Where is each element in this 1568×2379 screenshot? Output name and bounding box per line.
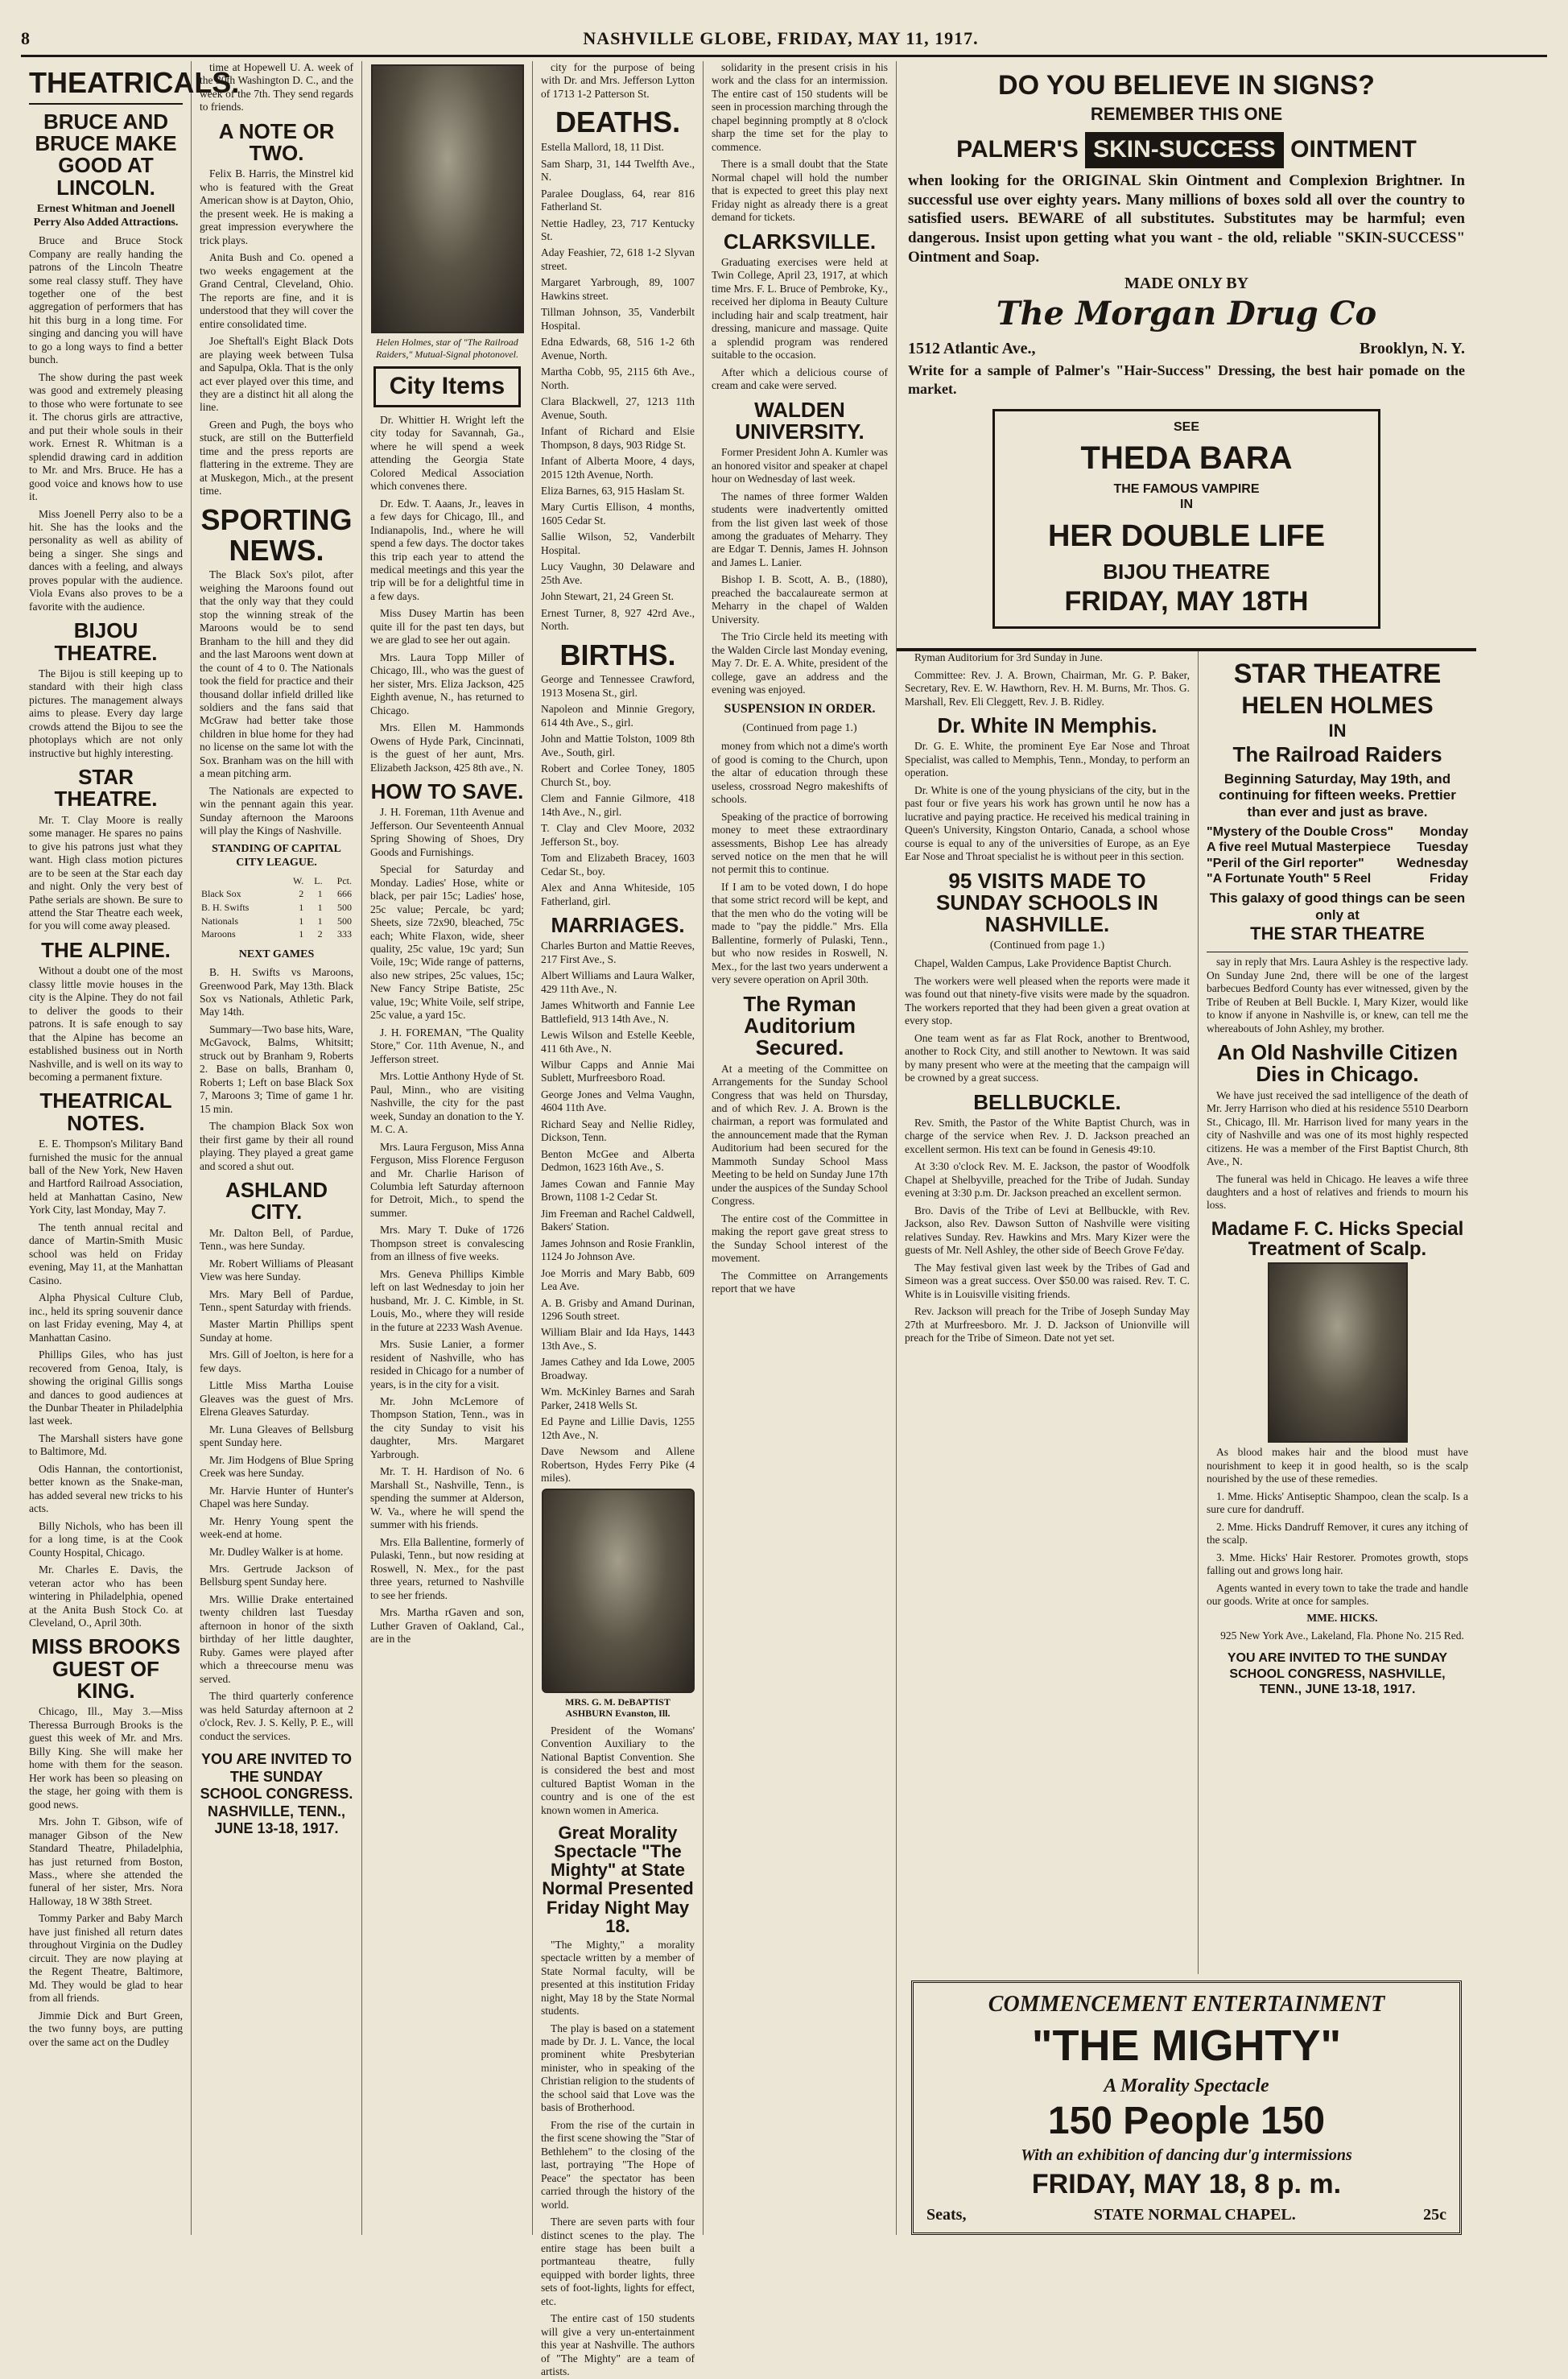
masthead-title: NASHVILLE GLOBE, FRIDAY, MAY 11, 1917. xyxy=(583,28,979,48)
article-paragraph: As blood makes hair and the blood must have nourishment to keep it in good health, so is the scalp nourished by the use of these remedies. xyxy=(1207,1446,1468,1485)
table-cell: B. H. Swifts xyxy=(201,902,250,914)
list-item: Alex and Anna Whiteside, 105 Fatherland, girl. xyxy=(541,882,695,907)
hicks-signature: MME. HICKS. xyxy=(1306,1612,1378,1625)
article-paragraph: Mrs. Laura Ferguson, Miss Anna Ferguson, Miss Florence Ferguson and Mr. Charlie Harison of Columbia left Saturday afternoon for Detroit, Mich., to spend the summer. xyxy=(370,1140,524,1219)
article-paragraph: There are seven parts with four distinct scenes to the play. The entire stage has been built a portmanteau theatre, fully equipped with border lights, three sets of foot-lights, lights for effect, etc. xyxy=(541,2216,695,2307)
article-paragraph: Mrs. Mary Bell of Pardue, Tenn., spent Saturday with friends. xyxy=(200,1287,353,1314)
table-cell: 2 xyxy=(299,888,304,900)
schedule-title: "Peril of the Girl reporter" xyxy=(1207,856,1364,870)
schedule-row xyxy=(1207,871,1468,887)
morality-heading: Great Morality Spectacle "The Mighty" at State Normal Presented Friday Night May 18. xyxy=(542,1823,694,1936)
list-item: Clara Blackwell, 27, 1213 11th Avenue, South. xyxy=(541,395,695,421)
births-list xyxy=(541,673,695,908)
walden-heading: WALDEN UNIVERSITY. xyxy=(735,397,864,444)
article-paragraph: President of the Womans' Convention Auxiliary to the National Baptist Convention. She is considered the best and most cultured Baptist Woman in the country and is one of the est known women in America. xyxy=(541,1724,695,1816)
star-galaxy: This galaxy of good things can be seen only at xyxy=(1209,890,1466,923)
table-cell: 1 xyxy=(317,888,323,900)
article-paragraph: time at Hopewell U. A. week of the 30th Washington D. C., and the week of the 7th. They send regards to friends. xyxy=(200,61,353,114)
how-to-save-heading: HOW TO SAVE. xyxy=(370,779,524,804)
masthead xyxy=(21,23,1547,57)
article-paragraph: Mrs. Ellen M. Hammonds Owens of Hyde Park, Cincinnati, is the guest of her aunt, Mrs. Elizabeth Jackson, 425 8th ave., N. xyxy=(370,721,524,774)
article-paragraph: Agents wanted in every town to take the trade and handle our goods. Write at once for samples. xyxy=(1207,1581,1468,1607)
theda-see: SEE xyxy=(1173,420,1199,435)
list-item: Wilbur Capps and Annie Mai Sublett, Murfreesboro Road. xyxy=(541,1059,695,1084)
article-paragraph: E. E. Thompson's Military Band furnished the music for the annual ball of the New York, New Haven and Hartford Railroad Association, held at Manhattan Casino, New York City, last Monday, May 7. xyxy=(29,1138,183,1216)
article-paragraph: "The Mighty," a morality spectacle written by a member of State Normal faculty, will be presented at this institution Friday night, May 18 by the State Normal students. xyxy=(541,1938,695,2018)
article-paragraph: Rev. Jackson will preach for the Tribe of Joseph Sunday May 27th at Murfreesboro. Mr. J. D. Jackson of Unionville will preach for the Tribe of Simeon. Date not yet set. xyxy=(905,1305,1190,1344)
star-theatre-name: THE STAR THEATRE xyxy=(1250,923,1425,944)
list-item: Aday Feashier, 72, 618 1-2 Slyvan street. xyxy=(541,246,695,272)
article-paragraph: money from which not a dime's worth of good is coming to the Church, upon the altar of education through these useless, crossroad Negro makeshifts of schools. xyxy=(712,740,888,806)
table-cell: 1 xyxy=(317,915,323,927)
madame-hicks-photo xyxy=(1268,1262,1408,1443)
address-left: 1512 Atlantic Ave., xyxy=(908,339,1036,357)
write-for: Write for a sample of Palmer's "Hair-Success" Dressing, the best hair pomade on the market. xyxy=(908,362,1465,397)
schedule-day: Wednesday xyxy=(1397,856,1468,870)
list-item: Ernest Turner, 8, 927 42rd Ave., North. xyxy=(541,606,695,633)
article-paragraph: Rev. Smith, the Pastor of the White Baptist Church, was in charge of the service when Rev. J. D. Jackson preached an excellent sermon. His text can be found in Genesis 49:10. xyxy=(905,1116,1190,1155)
column-5 xyxy=(704,61,897,2235)
table-cell: 666 xyxy=(337,888,352,900)
star-film: The Railroad Raiders xyxy=(1232,742,1442,766)
article-paragraph: The Bijou is still keeping up to standard with their high class pictures. The management always aims to please. Every day large crowds attend the Bijou to see the photoplays which are not only instructive but highly interesting. xyxy=(29,667,183,759)
article-paragraph: Mr. Charles E. Davis, the veteran actor who has been wintering in Philadelphia, opened at the Anita Bush Stock Co. at Cleveland, O., April 30th. xyxy=(29,1563,183,1629)
article-paragraph: Dr. White is one of the young physicians of the city, but in the past four or five years his work has grown until he now has a lucrative and paying practice. He received his medical training in Queen's University, Kingston Ontario, Canada, a school whose course is equal to any of the universities of Europe, as an Eye Ear Nose and Throat specialist he is without peer in this section. xyxy=(905,783,1190,863)
table-row xyxy=(200,901,353,915)
article-paragraph: Dr. Whittier H. Wright left the city today for Savannah, Ga., where he will spend a week attending the Georgia State Colored Medical Association which convenes there. xyxy=(370,413,524,493)
table-header-cell: W. xyxy=(293,874,304,886)
article-paragraph: Mrs. Susie Lanier, a former resident of Nashville, who has resided in Chicago for a number of years, is in the city for a visit. xyxy=(370,1338,524,1390)
article-paragraph: 2. Mme. Hicks Dandruff Remover, it cures any itching of the scalp. xyxy=(1207,1520,1468,1547)
schedule-day: Monday xyxy=(1419,824,1468,839)
column-4 xyxy=(533,61,704,2378)
article-paragraph: Mrs. Willie Drake entertained twenty children last Tuesday afternoon in honor of the sixth birthday of her little daughter, Ruby. Games were played after which a threecourse menu was served. xyxy=(200,1592,353,1685)
city-items-heading: City Items xyxy=(373,366,521,407)
article-paragraph: The Trio Circle held its meeting with the Walden Circle last Monday evening, May 7. Dr. E. A. White, president of the college, gave an address and the evening was enjoyed. xyxy=(712,630,888,696)
dr-white-heading: Dr. White IN Memphis. xyxy=(937,712,1157,737)
commencement-venue: STATE NORMAL CHAPEL. xyxy=(1093,2205,1296,2224)
article-paragraph: 1. Mme. Hicks' Antiseptic Shampoo, clean the scalp. Is a sure cure for dandruff. xyxy=(1207,1489,1468,1516)
article-paragraph: The entire cast of 150 students will give a very un-entertainment this year at Nashville. The authors of "The Mighty" are a team of artists. xyxy=(541,2312,695,2378)
list-item: Lucy Vaughn, 30 Delaware and 25th Ave. xyxy=(541,560,695,586)
article-paragraph: Mrs. Martha rGaven and son, Luther Graven of Oakland, Cal., are in the xyxy=(370,1606,524,1645)
article-paragraph: The names of three former Walden students were inadvertently omitted from the list given last week of those among the graduates of Meharry. They are Edgar T. Dennis, James H. Johnson and James L. Lanier. xyxy=(712,489,888,568)
bruce-subheading: Ernest Whitman and Joenell Perry Also Added Attractions. xyxy=(33,202,179,229)
next-games-heading: NEXT GAMES xyxy=(238,948,315,960)
list-item: George and Tennessee Crawford, 1913 Mosena St., girl. xyxy=(541,673,695,699)
column-6a xyxy=(897,651,1199,1974)
brooks-heading: MISS BROOKS GUEST OF KING. xyxy=(31,1634,180,1704)
table-cell: 500 xyxy=(337,915,352,927)
skin-success-badge: SKIN-SUCCESS xyxy=(1085,132,1284,168)
table-cell: Black Sox xyxy=(201,888,241,900)
article-paragraph: The Black Sox's pilot, after weighing the Maroons found out that the only way that they could stop the winning streak of the Maroons would be to send Branham to the hill and they did and the last Maroons went down at the count of 4 to 0. The Nationals took the field for practice and their thousand dollar infield drilled like soldiers and the fans said that McGraw had better take those children in blue home for they had no license on the same lot with the Sox. Branham was on the hill with a mean pitching arm. xyxy=(200,568,353,780)
list-item: A. B. Grisby and Amand Durinan, 1296 South street. xyxy=(541,1296,695,1322)
article-paragraph: The show during the past week was good and extremely pleasing to those who were fortunate to see it. The chorus girls are attractive, and put their whole souls in their work. Ernest R. Whitman is a splendid drawing card in addition to Mr. and Mrs. Bruce. He has a good voice and knows how to use it. xyxy=(29,370,183,503)
list-item: Estella Mallord, 18, 11 Dist. xyxy=(541,141,664,154)
marriages-list xyxy=(541,940,695,1485)
article-paragraph: The workers were well pleased when the reports were made it was found out that ninety-five visits were made by the squadron. The workers reported that they had been given a great ovation at every stop. xyxy=(905,974,1190,1027)
table-header-cell: Pct. xyxy=(336,874,352,886)
bellbuckle-heading: BELLBUCKLE. xyxy=(973,1089,1121,1114)
table-header-cell: L. xyxy=(314,874,323,886)
table-header-row xyxy=(200,874,353,888)
sporting-heading: SPORTING NEWS. xyxy=(200,502,353,567)
commencement-heading: COMMENCEMENT ENTERTAINMENT xyxy=(988,1991,1385,2017)
signs-title: DO YOU BELIEVE IN SIGNS? xyxy=(998,70,1375,101)
list-item: Wm. McKinley Barnes and Sarah Parker, 2418 Wells St. xyxy=(541,1386,695,1411)
table-cell: Nationals xyxy=(201,915,238,927)
article-paragraph: The May festival given last week by the Tribes of Gad and Simeon was a great success. Over $50.00 was raised. Rev. T. C. White is in Louisville visiting friends. xyxy=(905,1261,1190,1300)
list-item: Clem and Fannie Gilmore, 418 14th Ave., N., girl. xyxy=(541,792,695,818)
column-2 xyxy=(192,61,362,2235)
article-paragraph: Bruce and Bruce Stock Company are really handing the patrons of the Lincoln Theatre some real classy stuff. They have together one of the best aggregation of performers that has hit this burg in a long time. For singing and dancing you will have to go a long ways to find a better bunch. xyxy=(29,234,183,366)
palmer-pre: PALMER'S xyxy=(956,136,1079,163)
list-item: George Jones and Velma Vaughn, 4604 11th Ave. xyxy=(541,1088,695,1114)
deaths-heading: DEATHS. xyxy=(555,105,681,139)
article-paragraph: Chicago, Ill., May 3.—Miss Theressa Burrough Brooks is the guest this week of Mr. and Mrs. Billy King. She will make her home with them for the season. Her work has been so pleasing on the stage, her going with them is good news. xyxy=(29,1705,183,1811)
signs-remember: REMEMBER THIS ONE xyxy=(1090,104,1283,125)
article-paragraph: Special for Saturday and Monday. Ladies' Hose, white or black, per pair 15c; Ladies' hose, 25c value; Percale, bc yard; Sheets, size 72x90, bleached, 75c each; White Flaxon, wide, sheer quality, 25c value, 19c yard; Sun Voile, 19c; Wide range of patterns, also new stripes, 25c values, 15c; New Fancy Stripe Batiste, 25c value, 19c; White Voile, self stripe, 25c value, a yard 15c. xyxy=(370,863,524,1022)
commencement-subtitle: A Morality Spectacle xyxy=(1104,2075,1269,2096)
article-paragraph: The play is based on a statement made by Dr. J. L. Vance, the local prominent white Presbyterian minister, who in speaking of the Christian religion to the students of the school said that Love was the basis of Brotherhood. xyxy=(541,2022,695,2114)
article-paragraph: The Nationals are expected to win the pennant again this year. Sunday afternoon the Maroons will play the Kings of Nashville. xyxy=(200,784,353,837)
morgan-address xyxy=(908,339,1465,358)
standings-table xyxy=(200,874,353,941)
schedule-row xyxy=(1207,856,1468,872)
columns xyxy=(21,61,1547,2378)
schedule-row xyxy=(1207,840,1468,856)
theatricals-heading: THEATRICALS. xyxy=(29,66,240,99)
list-item: Joe Morris and Mary Babb, 609 Lea Ave. xyxy=(541,1266,695,1293)
article-paragraph: Mrs. John T. Gibson, wife of manager Gibson of the New Standard Theatre, Philadelphia, has just returned from Boston, Mass., where she attended the funeral of her sister, Mrs. Nora Halloway, 18 W 38th Street. xyxy=(29,1815,183,1907)
commencement-ad xyxy=(911,1980,1462,2235)
visits-continued: (Continued from page 1.) xyxy=(989,940,1105,952)
star-theatre-ad xyxy=(1207,658,1468,945)
article-paragraph: Chapel, Walden Campus, Lake Providence Baptist Church. xyxy=(914,957,1172,970)
list-item: T. Clay and Clev Moore, 2032 Jefferson St., boy. xyxy=(541,822,695,848)
table-header-cell xyxy=(200,874,283,888)
list-item: John Stewart, 21, 24 Green St. xyxy=(541,590,674,603)
article-paragraph: Speaking of the practice of borrowing money to meet these extraordinary assessments, Bishop Lee has already served notice on the men that he will not permit this to continue. xyxy=(712,810,888,876)
article-paragraph: Miss Joenell Perry also to be a hit. She has the looks and the personality as well as ability of being a singer. She sings and dances with a feeling, and always proves popular with the audience. Viola Evans also proves to be a favorite with the audience. xyxy=(29,507,183,613)
list-item: Lewis Wilson and Estelle Keeble, 411 6th Ave., N. xyxy=(541,1029,695,1055)
column-3 xyxy=(362,61,533,2235)
list-item: Sallie Wilson, 52, Vanderbilt Hospital. xyxy=(541,531,695,556)
clarksville-heading: CLARKSVILLE. xyxy=(723,229,877,254)
hicks-heading: Madame F. C. Hicks Special Treatment of Scalp. xyxy=(1211,1217,1464,1261)
article-paragraph: Mrs. Ella Ballentine, formerly of Pulaski, Tenn., but now residing at Roswell, N. Mex., for the past three years, returned to Nashville to see her friends. xyxy=(370,1535,524,1601)
bruce-heading: BRUCE AND BRUCE MAKE GOOD AT LINCOLN. xyxy=(35,109,177,200)
list-item: Tom and Elizabeth Bracey, 1603 Cedar St., boy. xyxy=(541,852,695,878)
list-item: James Cathey and Ida Lowe, 2005 Broadway. xyxy=(541,1356,695,1382)
article-paragraph: Summary—Two base hits, Ware, McGavock, Balms, Whitsitt; struck out by Branham 9, Roberts 2. Base on balls, Branham 0, Roberts 1; Left on base Black Sox 7, Maroons 3; Time of game 1 hr. 15 min. xyxy=(200,1022,353,1115)
list-item: Richard Seay and Nellie Ridley, Dickson, Tenn. xyxy=(541,1117,695,1144)
schedule-row xyxy=(1207,824,1468,840)
commencement-price: 25c xyxy=(1423,2205,1446,2224)
table-cell: 2 xyxy=(317,928,323,940)
article-paragraph: Odis Hannan, the contortionist, better known as the Snake-man, has added several new tricks to his acts. xyxy=(29,1462,183,1515)
article-paragraph: Bishop I. B. Scott, A. B., (1880), preached the baccalaureate sermon at Meharry in the chapel of Walden University. xyxy=(712,573,888,626)
star-in: IN xyxy=(1328,721,1347,741)
article-paragraph: Green and Pugh, the boys who stuck, are still on the Butterfield time and the press reports are flattering in the extreme. They are at Muskegon, Mich., at the present time. xyxy=(200,418,353,498)
table-cell: 1 xyxy=(299,915,304,927)
list-item: Infant of Richard and Elsie Thompson, 8 days, 903 Ridge St. xyxy=(541,425,695,451)
article-paragraph: The third quarterly conference was held Saturday afternoon at 2 o'clock, Rev. J. S. Kelly, P. E., will conduct the services. xyxy=(200,1690,353,1742)
article-paragraph: Mr. T. H. Hardison of No. 6 Marshall St., Nashville, Tenn., is spending the summer at Alderson, W. Va., where he will spend the summer with his friends. xyxy=(370,1465,524,1531)
list-item: Sam Sharp, 31, 144 Twelfth Ave., N. xyxy=(541,157,695,184)
list-item: Edna Edwards, 68, 516 1-2 6th Avenue, North. xyxy=(541,336,695,361)
article-paragraph: 3. Mme. Hicks' Hair Restorer. Promotes growth, stops falling out and grows long hair. xyxy=(1207,1551,1468,1577)
table-row xyxy=(200,915,353,928)
visits-heading: 95 VISITS MADE TO SUNDAY SCHOOLS IN NASHVILLE. xyxy=(936,868,1158,937)
article-paragraph: Felix B. Harris, the Minstrel kid who is featured with the Great American show is at Dayton, Ohio, the present week. He is making a great impression everywhere the trick plays. xyxy=(200,167,353,246)
hicks-address: 925 New York Ave., Lakeland, Fla. Phone No. 215 Red. xyxy=(1220,1629,1464,1642)
photo-caption: MRS. G. M. DeBAPTIST ASHBURN Evanston, Ill. xyxy=(565,1695,671,1720)
list-item: Martha Cobb, 95, 2115 6th Ave., North. xyxy=(541,366,695,391)
article-paragraph: Billy Nichols, who has been ill for a long time, is at the Cook County Hospital, Chicago. xyxy=(29,1519,183,1559)
star-desc: Beginning Saturday, May 19th, and continuing for fifteen weeks. Prettier than ever and just as brave. xyxy=(1219,770,1456,820)
article-paragraph: If I am to be voted down, I do hope that some strict record will be kept, and that the men who do the voting will be made to "pay the piddle." Mrs. Ella Ballentine, formerly of Pulaski, Tenn., but who now resides in Roswell, N. Mex., for the last two years underwent a very severe operation on April 30th. xyxy=(712,880,888,986)
article-paragraph: Former President John A. Kumler was an honored visitor and speaker at chapel hour on Wednesday of last week. xyxy=(712,446,888,485)
article-paragraph: At a meeting of the Committee on Arrangements for the Sunday School Congress that was held on Thursday, and of which Rev. J. A. Brown is the chairman, a report was formulated and the announcement made that the Ryman Auditorium had been secured for the Mammoth Sunday School Mass Meeting to be held on Sunday June 17th under the auspices of the Sunday School Congress. xyxy=(712,1062,888,1208)
star-title: STAR THEATRE xyxy=(1233,659,1442,690)
schedule-day: Tuesday xyxy=(1417,840,1468,855)
article-paragraph: At 3:30 o'clock Rev. M. E. Jackson, the pastor of Woodfolk Chapel at Shelbyville, preached for the Tribe of Judah. Sunday evening at 3:30 p.m. Dr. Jackson preached an excellent sermon. xyxy=(905,1160,1190,1200)
column-6 xyxy=(897,61,1476,2235)
photo-caption: Helen Holmes, star of "The Railroad Raiders," Mutual-Signal photonovel. xyxy=(375,337,519,360)
helen-holmes-photo xyxy=(371,64,524,333)
article-paragraph: There is a small doubt that the State Normal chapel will hold the number that is expected to greet this play next Friday night as already there is a great demand for tickets. xyxy=(712,158,888,224)
article-paragraph: Bro. Davis of the Tribe of Levi at Bellbuckle, with Rev. Jackson, also Rev. Dawson Sutton of Nashville were visiting relatives Sunday. Rev. Hawkins and Mrs. Mary Kizer were the guests of Mr. Nell Ashley, the other side of Beech Grove Fe'day. xyxy=(905,1204,1190,1257)
article-paragraph: Mrs. Mary T. Duke of 1726 Thompson street is convalescing from an illness of five weeks. xyxy=(370,1224,524,1263)
table-cell: 1 xyxy=(317,902,323,914)
list-item: Robert and Corlee Toney, 1805 Church St., boy. xyxy=(541,762,695,788)
bijou-heading: BIJOU THEATRE. xyxy=(54,618,158,665)
ryman-heading: The Ryman Auditorium Secured. xyxy=(743,991,856,1060)
commencement-title: "THE MIGHTY" xyxy=(1031,2022,1342,2071)
article-paragraph: Graduating exercises were held at Twin College, April 23, 1917, at which time Mrs. F. L. Bruce of Pembroke, Ky., received her diploma in Beauty Culture including hair and scalp treatment, hair dressing, manicure and massage. Quite a splendid program was rendered suitable to the occasion. xyxy=(712,255,888,361)
table-row xyxy=(200,887,353,901)
article-paragraph: Mrs. Gill of Joelton, is here for a few days. xyxy=(200,1349,353,1374)
deaths-list xyxy=(541,141,695,633)
commencement-footer xyxy=(918,2205,1455,2224)
article-paragraph: Without a doubt one of the most classy little movie houses in the city is the Alpine. They do not fail to deliver the goods to their patrons. It is safe enough to say that the Alpine has become an established business out in North Nashville, and is well on its way to becoming a permanent fixture. xyxy=(29,964,183,1083)
list-item: Benton McGee and Alberta Dedmon, 1623 16th Ave., S. xyxy=(541,1147,695,1174)
congress-invite: YOU ARE INVITED TO THE SUNDAY SCHOOL CONGRESS, NASHVILLE, TENN., JUNE 13-18, 1917. xyxy=(1227,1651,1448,1696)
article-paragraph: The champion Black Sox won their first game by their all round playing. They played a great game and scored a shut out. xyxy=(200,1120,353,1172)
article-paragraph: The Committee on Arrangements report that we have xyxy=(712,1269,888,1295)
article-paragraph: One team went as far as Flat Rock, another to Brentwood, another to Rock City, and still another to Newtown. It was said by many present who were at the meeting that the campaign will be crowned by a great success. xyxy=(905,1031,1190,1084)
congress-invite: YOU ARE INVITED TO THE SUNDAY SCHOOL CONGRESS. NASHVILLE, TENN., JUNE 13-18, 1917. xyxy=(200,1751,353,1837)
theda-name: THEDA BARA xyxy=(1080,440,1293,476)
article-paragraph: city for the purpose of being with Dr. and Mrs. Jefferson Lytton of 1713 1-2 Patterson St. xyxy=(541,61,695,100)
theda-in: IN xyxy=(1180,498,1193,512)
list-item: Tillman Johnson, 35, Vanderbilt Hospital. xyxy=(541,306,695,332)
standings-heading: STANDING OF CAPITAL CITY LEAGUE. xyxy=(212,842,341,869)
article-paragraph: solidarity in the present crisis in his work and the class for an intermission. The entire cast of 150 students will be seen in procession marching through the chapel beginning promptly at 8 o'clock sharp the time set for the play to commence. xyxy=(712,61,888,153)
commencement-date: FRIDAY, MAY 18, 8 p. m. xyxy=(1031,2169,1342,2200)
article-paragraph: Little Miss Martha Louise Gleaves was the guest of Mrs. Elrena Gleaves Saturday. xyxy=(200,1379,353,1419)
suspension-continued: (Continued from page 1.) xyxy=(742,722,857,735)
article-paragraph: Jimmie Dick and Burt Green, the two funny boys, are putting over the same act on the Dudley xyxy=(29,2009,183,2048)
table-cell: 500 xyxy=(337,902,352,914)
column-6-split xyxy=(897,650,1476,1974)
palmer-product xyxy=(908,132,1465,168)
article-paragraph: Miss Dusey Martin has been quite ill for the past ten days, but we are glad to see her out again. xyxy=(370,607,524,646)
article-paragraph: Mr. Luna Gleaves of Bellsburg spent Sunday here. xyxy=(200,1423,353,1449)
article-paragraph: J. H. Foreman, 11th Avenue and Jefferson. Our Seventeenth Annual Spring Showing of Shoes, Dry Goods and Furnishings. xyxy=(370,806,524,858)
article-paragraph: Mrs. Lottie Anthony Hyde of St. Paul, Minn., who are visiting Nashville, the city for the past week, Sunday an donation to the Y. M. C. A. xyxy=(370,1070,524,1136)
article-paragraph: B. H. Swifts vs Maroons, Greenwood Park, May 13th. Black Sox vs Nationals, Athletic Park, May 14th. xyxy=(200,966,353,1018)
article-paragraph: Mr. Robert Williams of Pleasant View was here Sunday. xyxy=(200,1257,353,1283)
article-paragraph: say in reply that Mrs. Laura Ashley is the respective lady. On Sunday June 2nd, there will be one of the largest barbecues Bedford County has ever witnessed, given by the Tribe of Reuben at Bell Buckle. I, Mary Kizer, would like to know if anyone in Nashville is, or knew, can tell me the whereabouts of John Ashley, my brother. xyxy=(1207,956,1468,1035)
list-item: Margaret Yarbrough, 89, 1007 Hawkins street. xyxy=(541,276,695,302)
article-paragraph: From the rise of the curtain in the first scene showing the "Star of Bethlehem" to the closing of the last, portraying "The Hope of Peace" the spectator has been carried through the history of the world. xyxy=(541,2118,695,2211)
article-paragraph: Mrs. Geneva Phillips Kimble left on last Wednesday to join her husband, Mr. J. C. Kimble, in St. Louis, Mo., where they will reside in the future at 2233 Wash Avenue. xyxy=(370,1267,524,1333)
list-item: Napoleon and Minnie Gregory, 614 4th Ave., S., girl. xyxy=(541,703,695,729)
theda-bara-ad xyxy=(992,409,1380,629)
article-paragraph: Mr. Dudley Walker is at home. xyxy=(209,1545,344,1558)
theda-film: HER DOUBLE LIFE xyxy=(1047,518,1326,553)
list-item: John and Mattie Tolston, 1009 8th Ave., South, girl. xyxy=(541,733,695,758)
article-paragraph: Phillips Giles, who has just recovered from Genoa, Italy, is showing the original Gillis songs and dances to good audiences at the Dunbar Theater in Philadelphia last week. xyxy=(29,1349,183,1427)
palmer-ad xyxy=(897,61,1476,650)
article-paragraph: The funeral was held in Chicago. He leaves a wife three daughters and a host of relatives and friends to mourn his loss. xyxy=(1207,1172,1468,1212)
table-cell: 1 xyxy=(299,902,304,914)
marriages-heading: MARRIAGES. xyxy=(551,912,685,937)
theda-role: THE FAMOUS VAMPIRE xyxy=(1113,481,1260,496)
schedule-title: A five reel Mutual Masterpiece xyxy=(1207,840,1391,855)
list-item: Albert Williams and Laura Walker, 429 11th Ave., N. xyxy=(541,969,695,995)
list-item: Charles Burton and Mattie Reeves, 217 First Ave., S. xyxy=(541,940,695,965)
column-6b xyxy=(1199,651,1476,1974)
article-paragraph: Mr. John McLemore of Thompson Station, Tenn., was in the city Sunday to visit his daughter, Mrs. Margaret Yarbrough. xyxy=(370,1395,524,1460)
table-cell: 1 xyxy=(299,928,304,940)
note-heading: A NOTE OR TWO. xyxy=(218,118,335,166)
commencement-exhibition: With an exhibition of dancing dur'g intermissions xyxy=(1021,2146,1352,2164)
article-paragraph: Committee: Rev. J. A. Brown, Chairman, Mr. G. P. Baker, Secretary, Rev. E. W. Hawthorn, Rev. H. M. Burns, Mr. Thos. G. Marshall, Rev. Eli Cleggett, Rev. J. B. Ridley. xyxy=(905,668,1190,708)
table-cell: Maroons xyxy=(201,928,236,940)
list-item: James Cowan and Fannie May Brown, 1108 1-2 Cedar St. xyxy=(541,1177,695,1204)
list-item: Ed Payne and Lillie Davis, 1255 12th Ave., N. xyxy=(541,1415,695,1441)
births-heading: BIRTHS. xyxy=(559,638,676,671)
list-item: Eliza Barnes, 63, 915 Haslam St. xyxy=(541,484,685,497)
article-paragraph: Mr. Harvie Hunter of Hunter's Chapel was here Sunday. xyxy=(200,1484,353,1510)
article-paragraph: J. H. FOREMAN, "The Quality Store," Cor. 11th Avenue, N., and Jefferson street. xyxy=(370,1026,524,1065)
article-paragraph: Dr. G. E. White, the prominent Eye Ear Nose and Throat Specialist, was called to Memphis, Tenn., Monday, to perform an operation. xyxy=(905,740,1190,779)
list-item: Jim Freeman and Rachel Caldwell, Bakers' Station. xyxy=(541,1207,695,1233)
list-item: Dave Newsom and Allene Robertson, Hydes Ferry Pike (4 miles). xyxy=(541,1445,695,1485)
article-paragraph: Master Martin Phillips spent Sunday at home. xyxy=(200,1318,353,1344)
divider xyxy=(29,103,183,105)
morgan-drug-logo: The Morgan Drug Co xyxy=(996,295,1377,333)
list-item: Infant of Alberta Moore, 4 days, 2015 12th Avenue, North. xyxy=(541,455,695,481)
page-number: 8 xyxy=(21,28,31,48)
article-paragraph: Anita Bush and Co. opened a two weeks engagement at the Grand Central, Cleveland, Ohio. The reports are fine, and it is understood that they will cover the entire consolidated time. xyxy=(200,251,353,330)
article-paragraph: Mrs. Laura Topp Miller of Chicago, Ill., who was the guest of her sister, Mrs. Eliza Jackson, 425 Eighth avenue, N., has returned to Chicago. xyxy=(370,651,524,717)
palmer-body: when looking for the ORIGINAL Skin Ointment and Complexion Brightner. In successful use over eighty years. Many millions of boxes sold all over the country to satisfied users. BEWARE of all substitutes. Substitutes may be harmful; even dangerous. Insist upon getting what you want - the old, reliable "SKIN-SUCCESS" Ointment and Soap. xyxy=(908,171,1465,266)
ashland-heading: ASHLAND CITY. xyxy=(225,1178,328,1225)
article-paragraph: After which a delicious course of cream and cake were served. xyxy=(712,366,888,392)
theda-venue: BIJOU THEATRE xyxy=(1103,559,1270,584)
list-item: Mary Curtis Ellison, 4 months, 1605 Cedar St. xyxy=(541,501,695,527)
article-paragraph: Joe Sheftall's Eight Black Dots are playing week between Tulsa and Sapulpa, Okla. That is the only act ever played over this time, and they are a distinct hit all along the line. xyxy=(200,335,353,414)
made-only-by: MADE ONLY BY xyxy=(1124,274,1249,292)
star-heading: STAR THEATRE. xyxy=(54,765,158,812)
article-paragraph: Mr. Henry Young spent the week-end at home. xyxy=(200,1514,353,1541)
article-paragraph: Dr. Edw. T. Aaans, Jr., leaves in a few days for Chicago, Ill., and Indianapolis, Ind., where he will spend a few days. The doctor takes this trip each year to attend the medical meetings and this year the trip will be for a delightful time in a few days. xyxy=(370,497,524,602)
schedule-title: "Mystery of the Double Cross" xyxy=(1207,824,1394,839)
suspension-heading: SUSPENSION IN ORDER. xyxy=(724,701,876,716)
alpine-heading: THE ALPINE. xyxy=(41,937,171,962)
ashburn-photo xyxy=(542,1489,695,1693)
article-paragraph: The entire cost of the Committee in making the report gave great stress to the Sunday School interest of the movement. xyxy=(712,1212,888,1265)
article-paragraph: We have just received the sad intelligence of the death of Mr. Jerry Harrison who died at his residence 5510 Dearborn St., Chicago, Ill. Mr. Harrison lived for many years in the city of Nashville and was one of its most highly respected citizens. He was a member of the First Baptist Church, 8th Ave., N. xyxy=(1207,1088,1468,1168)
schedule-day: Friday xyxy=(1429,872,1468,886)
list-item: Nettie Hadley, 23, 717 Kentucky St. xyxy=(541,217,695,243)
article-paragraph: Alpha Physical Culture Club, inc., held its spring souvenir dance on last Friday evening, May 4, at Manhattan Casino. xyxy=(29,1291,183,1344)
list-item: Paralee Douglass, 64, rear 816 Fatherland St. xyxy=(541,187,695,213)
article-paragraph: The Marshall sisters have gone to Baltimore, Md. xyxy=(29,1431,183,1458)
article-paragraph: Ryman Auditorium for 3rd Sunday in June. xyxy=(914,651,1103,664)
article-paragraph: The tenth annual recital and dance of Martin-Smith Music school was held on Friday evening, May 11, at the Manhattan Casino. xyxy=(29,1220,183,1287)
citizen-heading: An Old Nashville Citizen Dies in Chicago. xyxy=(1216,1040,1459,1087)
article-paragraph: Tommy Parker and Baby March have just finished all return dates throughout Virginia on the Dudley circuit. They are now playing at the Regent Theatre, Baltimore, Md. They would be glad to hear from all friends. xyxy=(29,1912,183,2005)
commencement-seats: Seats, xyxy=(926,2205,967,2224)
list-item: James Johnson and Rosie Franklin, 1124 Jo Johnson Ave. xyxy=(541,1237,695,1263)
list-item: James Whitworth and Fannie Lee Battlefield, 913 14th Ave., N. xyxy=(541,999,695,1025)
theatrical-notes-heading: THEATRICAL NOTES. xyxy=(39,1088,172,1135)
schedule-title: "A Fortunate Youth" 5 Reel xyxy=(1207,872,1372,886)
commencement-people: 150 People 150 xyxy=(1047,2100,1326,2143)
table-cell: 333 xyxy=(337,928,352,940)
palmer-post: OINTMENT xyxy=(1290,136,1417,163)
theda-date: FRIDAY, MAY 18TH xyxy=(1064,585,1309,617)
table-row xyxy=(200,927,353,941)
list-item: William Blair and Ida Hays, 1443 13th Ave., S. xyxy=(541,1326,695,1352)
article-paragraph: Mr. Dalton Bell, of Pardue, Tenn., was here Sunday. xyxy=(200,1226,353,1253)
article-paragraph: Mrs. Gertrude Jackson of Bellsburg spent Sunday here. xyxy=(200,1562,353,1588)
star-name: HELEN HOLMES xyxy=(1241,692,1434,719)
article-paragraph: Mr. T. Clay Moore is really some manager. He spares no pains to give his patrons just what they want. High class motion pictures are to be seen at the Star each day and night. Only the very best of Pathe serials are shown. Be sure to attend the Star Theatre each week, for you will come away pleased. xyxy=(29,813,183,932)
address-right: Brooklyn, N. Y. xyxy=(1360,339,1465,357)
article-paragraph: Mr. Jim Hodgens of Blue Spring Creek was here Sunday. xyxy=(200,1453,353,1480)
